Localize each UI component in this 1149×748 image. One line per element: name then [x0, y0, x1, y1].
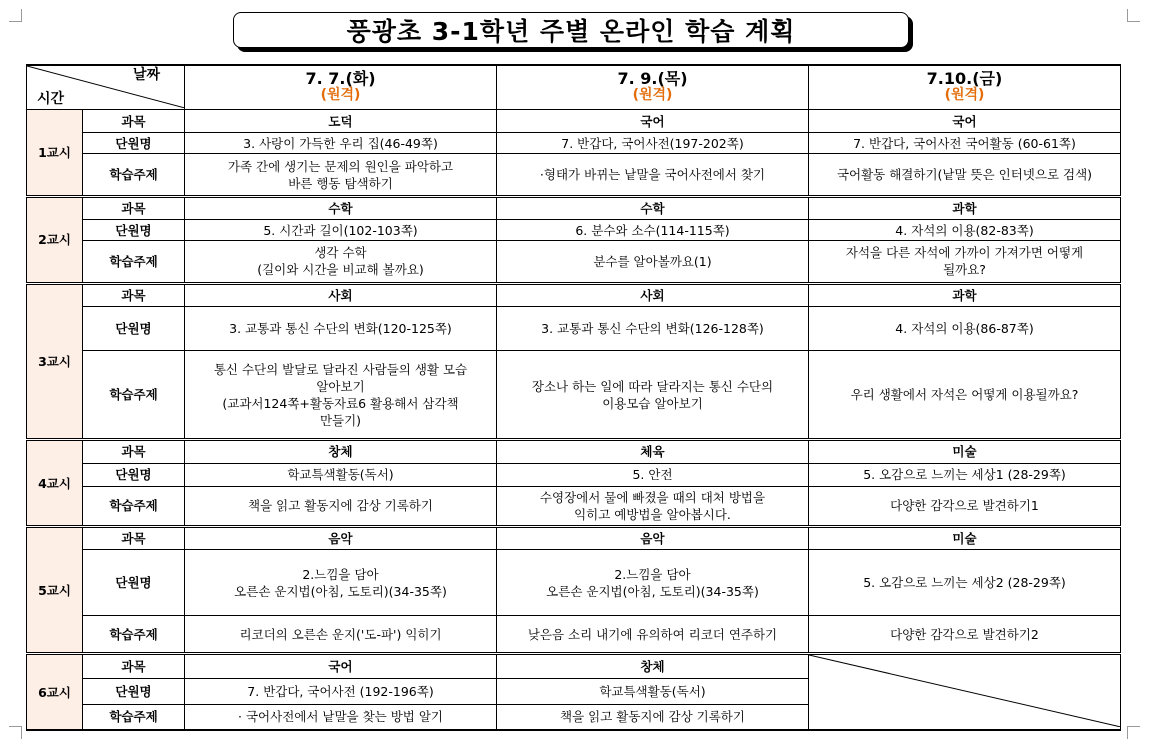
period-label: 3교시 — [27, 283, 83, 440]
topic-line: 통신 수단의 발달로 달라진 사람들의 생활 모습 — [213, 361, 468, 377]
day-mode: (원격) — [944, 87, 985, 104]
unit-line: 6. 분수와 소수(114-115쪽) — [575, 222, 730, 238]
topic-line: 책을 읽고 활동지에 감상 기록하기 — [560, 709, 745, 725]
day-header-1 — [185, 65, 497, 109]
unit-line: 5. 오감으로 느끼는 세상2 (28-29쪽) — [863, 575, 1066, 591]
unit-cell — [185, 306, 497, 350]
row-label-subject: 과목 — [83, 109, 185, 132]
unit-line: 2.느낌을 담아 — [302, 566, 379, 582]
unit-line: 4. 자석의 이용(82-83쪽) — [895, 222, 1034, 238]
corner-header-cell — [27, 65, 185, 109]
topic-line: 리코더의 오른손 운지('도-파') 익히기 — [239, 626, 442, 642]
topic-line: 알아보기 — [316, 378, 365, 394]
unit-line: 5. 시간과 길이(102-103쪽) — [263, 222, 418, 238]
unit-line: 5. 안전 — [632, 467, 673, 483]
unit-cell — [809, 463, 1121, 486]
topic-cell — [497, 241, 809, 283]
day-date: 7. 9.(목) — [617, 69, 688, 89]
unit-cell — [809, 550, 1121, 616]
unit-line: 3. 사랑이 가득한 우리 집(46-49쪽) — [243, 135, 438, 151]
subject-cell: 사회 — [185, 283, 497, 306]
period-3-subject-row — [27, 283, 1121, 306]
day-header-2 — [497, 65, 809, 109]
period-4-topic-row — [27, 486, 1121, 526]
topic-line: 장소나 하는 일에 따라 달라지는 통신 수단의 — [531, 378, 774, 394]
topic-line: (길이와 시간을 비교해 볼까요) — [257, 262, 424, 278]
subject-cell: 창체 — [497, 654, 809, 679]
day-header-3 — [809, 65, 1121, 109]
period-3-topic-row — [27, 351, 1121, 440]
date-axis-label: 날짜 — [132, 67, 160, 83]
topic-line: 만들기) — [319, 412, 362, 428]
unit-line: 학교특색활동(독서) — [287, 467, 394, 483]
unit-line: 4. 자석의 이용(86-87쪽) — [895, 321, 1034, 337]
row-label-subject: 과목 — [83, 196, 185, 219]
unit-line: 7. 반갑다, 국어사전 (192-196쪽) — [247, 684, 434, 700]
subject-cell: 과학 — [809, 196, 1121, 219]
unit-cell — [809, 306, 1121, 350]
day-mode: (원격) — [632, 87, 673, 104]
row-label-unit: 단원명 — [83, 463, 185, 486]
row-label-topic: 학습주제 — [83, 154, 185, 196]
unit-line: 학교특색활동(독서) — [599, 684, 706, 700]
topic-line: 수영장에서 물에 빠졌을 때의 대처 방법을 — [539, 489, 766, 505]
subject-cell: 수학 — [185, 196, 497, 219]
empty-cell-diagonal — [809, 655, 1121, 727]
unit-cell — [185, 463, 497, 486]
row-label-unit: 단원명 — [83, 550, 185, 616]
subject-cell: 음악 — [185, 527, 497, 550]
topic-cell — [185, 351, 497, 440]
unit-cell — [185, 550, 497, 616]
topic-cell — [497, 351, 809, 440]
unit-line: 3. 교통과 통신 수단의 변화(126-128쪽) — [541, 321, 764, 337]
period-4-subject-row — [27, 440, 1121, 463]
row-label-subject: 과목 — [83, 440, 185, 463]
subject-cell: 사회 — [497, 283, 809, 306]
unit-cell — [497, 550, 809, 616]
topic-line: 될까요? — [943, 262, 986, 278]
topic-line: 국어활동 해결하기(낱말 뜻은 인터넷으로 검색) — [836, 167, 1093, 183]
topic-line: 바른 행동 탐색하기 — [288, 175, 393, 191]
time-axis-label: 시간 — [37, 90, 65, 107]
unit-line: 7. 반갑다, 국어사전 국어활동 (60-61쪽) — [853, 135, 1076, 151]
row-label-unit: 단원명 — [83, 679, 185, 704]
topic-cell — [497, 154, 809, 196]
subject-cell: 미술 — [809, 527, 1121, 550]
period-label: 1교시 — [27, 109, 83, 196]
topic-cell — [185, 704, 497, 730]
row-label-topic: 학습주제 — [83, 486, 185, 526]
topic-cell — [497, 615, 809, 653]
topic-line: ·형태가 바뀌는 낱말을 국어사전에서 찾기 — [539, 167, 766, 183]
period-5-topic-row — [27, 615, 1121, 653]
day-date: 7.10.(금) — [926, 69, 1003, 89]
topic-cell — [497, 704, 809, 730]
period-1-unit-row — [27, 133, 1121, 154]
crop-mark-bottom-left — [9, 726, 22, 739]
subject-cell: 도덕 — [185, 109, 497, 132]
unit-cell — [809, 133, 1121, 154]
row-label-unit: 단원명 — [83, 306, 185, 350]
subject-cell: 체육 — [497, 440, 809, 463]
topic-cell — [809, 486, 1121, 526]
unit-cell — [497, 463, 809, 486]
unit-cell — [497, 306, 809, 350]
period-2-subject-row — [27, 196, 1121, 219]
row-label-subject: 과목 — [83, 527, 185, 550]
topic-line: 책을 읽고 활동지에 감상 기록하기 — [248, 498, 433, 514]
topic-line: 낮은음 소리 내기에 유의하여 리코더 연주하기 — [527, 626, 778, 642]
row-label-topic: 학습주제 — [83, 704, 185, 730]
topic-cell — [809, 351, 1121, 440]
topic-line: 다양한 감각으로 발견하기1 — [890, 498, 1039, 514]
unit-line: 3. 교통과 통신 수단의 변화(120-125쪽) — [229, 321, 452, 337]
weekly-plan-table — [26, 64, 1121, 731]
period-5-unit-row — [27, 550, 1121, 616]
topic-line: (교과서124쪽+활동자료6 활용해서 삼각책 — [222, 395, 459, 411]
period-3-unit-row — [27, 306, 1121, 350]
unit-line: 5. 오감으로 느끼는 세상1 (28-29쪽) — [863, 467, 1066, 483]
row-label-unit: 단원명 — [83, 133, 185, 154]
subject-cell: 과학 — [809, 283, 1121, 306]
topic-cell — [809, 241, 1121, 283]
period-6-subject-row — [27, 654, 1121, 679]
unit-cell — [809, 220, 1121, 241]
unit-cell — [185, 133, 497, 154]
unit-line: 7. 반갑다, 국어사전(197-202쪽) — [561, 135, 744, 151]
crop-mark-bottom-right — [1127, 726, 1140, 739]
title-banner — [233, 12, 913, 52]
period-4-unit-row — [27, 463, 1121, 486]
topic-cell — [185, 154, 497, 196]
unit-line: 2.느낌을 담아 — [614, 566, 691, 582]
subject-cell: 미술 — [809, 440, 1121, 463]
period-2-topic-row — [27, 241, 1121, 283]
topic-cell — [809, 615, 1121, 653]
period-5-subject-row — [27, 527, 1121, 550]
unit-line: 오른손 운지법(아침, 도토리)(34-35쪽) — [546, 583, 759, 599]
subject-cell: 수학 — [497, 196, 809, 219]
day-date: 7. 7.(화) — [305, 69, 376, 89]
topic-cell — [809, 154, 1121, 196]
day-mode: (원격) — [320, 87, 361, 104]
period-1-topic-row — [27, 154, 1121, 196]
unit-cell — [497, 220, 809, 241]
period-label: 2교시 — [27, 196, 83, 283]
crop-mark-top-right — [1127, 9, 1140, 22]
topic-line: 익히고 예방법을 알아봅시다. — [574, 506, 731, 522]
unit-line: 오른손 운지법(아침, 도토리)(34-35쪽) — [234, 583, 447, 599]
unit-cell — [497, 679, 809, 704]
subject-cell: 국어 — [185, 654, 497, 679]
topic-line: 분수를 알아볼까요(1) — [593, 253, 712, 269]
row-label-subject: 과목 — [83, 283, 185, 306]
period-1-subject-row — [27, 109, 1121, 132]
header-row — [27, 65, 1121, 109]
topic-cell — [497, 486, 809, 526]
topic-cell — [185, 486, 497, 526]
topic-line: 다양한 감각으로 발견하기2 — [890, 626, 1039, 642]
topic-cell — [185, 241, 497, 283]
period-label: 4교시 — [27, 440, 83, 527]
row-label-topic: 학습주제 — [83, 351, 185, 440]
row-label-subject: 과목 — [83, 654, 185, 679]
subject-cell: 창체 — [185, 440, 497, 463]
subject-cell: 음악 — [497, 527, 809, 550]
period-2-unit-row — [27, 220, 1121, 241]
crop-mark-top-left — [9, 9, 22, 22]
empty-cell — [809, 654, 1121, 730]
row-label-topic: 학습주제 — [83, 615, 185, 653]
topic-line: · 국어사전에서 낱말을 찾는 방법 알기 — [238, 709, 443, 725]
period-label: 6교시 — [27, 654, 83, 730]
unit-cell — [497, 133, 809, 154]
subject-cell: 국어 — [497, 109, 809, 132]
row-label-unit: 단원명 — [83, 220, 185, 241]
subject-cell: 국어 — [809, 109, 1121, 132]
topic-cell — [185, 615, 497, 653]
topic-line: 자석을 다른 자석에 가까이 가져가면 어떻게 — [845, 245, 1084, 261]
topic-line: 가족 간에 생기는 문제의 원인을 파악하고 — [227, 158, 454, 174]
topic-line: 우리 생활에서 자석은 어떻게 이용될까요? — [850, 387, 1079, 403]
page-title: 풍광초 3-1학년 주별 온라인 학습 계획 — [233, 12, 909, 48]
unit-cell — [185, 220, 497, 241]
row-label-topic: 학습주제 — [83, 241, 185, 283]
topic-line: 이용모습 알아보기 — [602, 395, 703, 411]
period-label: 5교시 — [27, 527, 83, 654]
topic-line: 생각 수학 — [314, 245, 367, 261]
unit-cell — [185, 679, 497, 704]
